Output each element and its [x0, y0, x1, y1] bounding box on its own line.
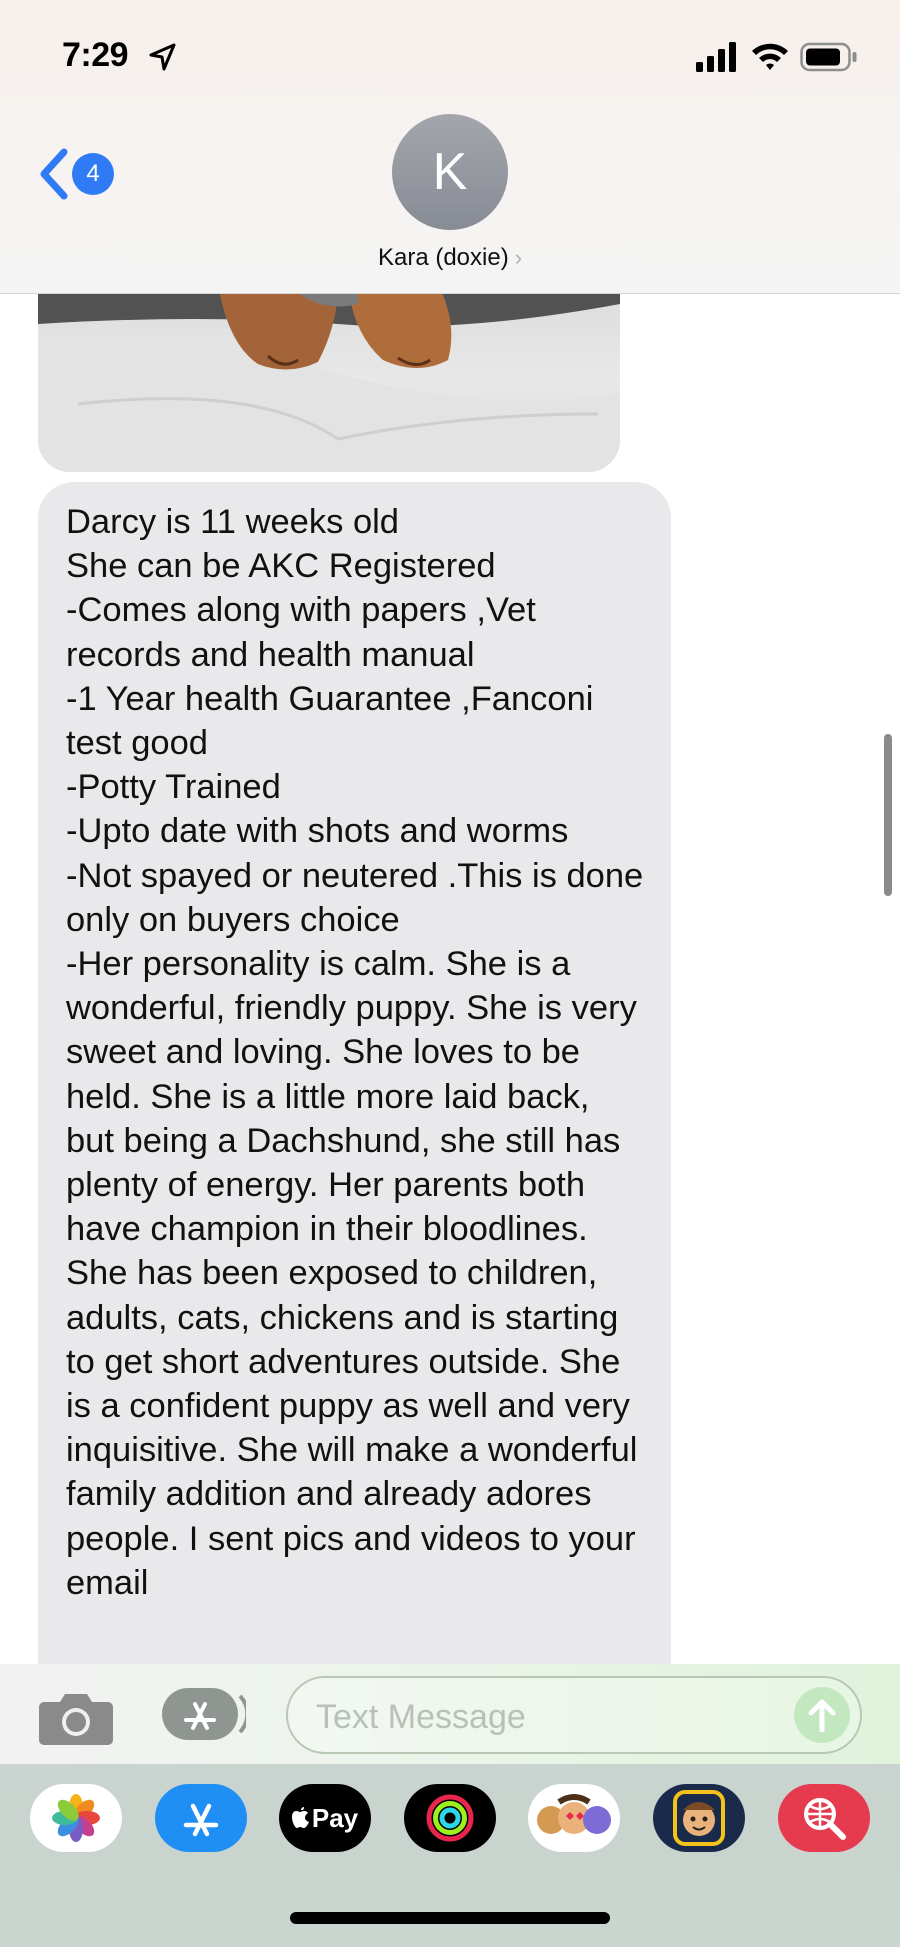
contact-details[interactable]	[340, 114, 560, 272]
conversation-header	[0, 0, 900, 294]
photos-icon[interactable]	[30, 1784, 122, 1852]
photo-attachment[interactable]	[38, 294, 620, 472]
status-time: 7:29	[62, 36, 129, 74]
send-button[interactable]	[794, 1687, 850, 1743]
chevron-right-icon: ›	[514, 245, 523, 270]
camera-icon[interactable]	[38, 1688, 114, 1746]
app-store-apps-icon[interactable]	[160, 1686, 246, 1742]
chevron-left-icon	[36, 146, 70, 202]
apple-pay-label: Pay	[311, 1802, 359, 1833]
imessage-app-drawer	[0, 1764, 900, 1947]
back-button[interactable]	[36, 144, 126, 204]
avatar: K	[392, 114, 508, 230]
memoji-stickers-icon[interactable]	[528, 1784, 620, 1852]
compose-bar	[0, 1664, 900, 1764]
message-input[interactable]	[286, 1676, 862, 1754]
puppy-photo-icon	[38, 294, 620, 472]
location-arrow-icon	[148, 42, 178, 72]
cellular-signal-icon	[696, 42, 738, 72]
home-indicator[interactable]	[290, 1912, 610, 1924]
memoji-icon[interactable]	[653, 1784, 745, 1852]
message-text: Darcy is 11 weeks old She can be AKC Registered -Comes along with papers ,Vet records and health manual -1 Year health Guarantee ,Fanconi test good -Potty Trained -Upto date with shots and worms -Not spayed or neutered .This is done only on buyers choice -Her personality is calm. She is a wonderful, friendly puppy. She is very sweet and loving. She loves to be held. She is a little more laid back, but being a Dachshund, she still has plenty of energy. Her parents both have champion in their bloodlines. She has been exposed to children, adults, cats, chickens and is starting to get short adventures outside. She is a confident puppy as well and very inquisitive. She will make a wonderful family addition and already adores people. I sent pics and videos to your email	[66, 503, 644, 1602]
message-list[interactable]	[0, 294, 900, 1664]
message-input-placeholder: Text Message	[316, 1698, 526, 1736]
arrow-up-icon	[807, 1698, 837, 1732]
incoming-message-bubble[interactable]	[38, 482, 671, 1664]
web-search-icon[interactable]	[778, 1784, 870, 1852]
scrollbar[interactable]	[884, 734, 892, 896]
battery-icon	[800, 42, 858, 72]
app-store-icon[interactable]	[155, 1784, 247, 1852]
contact-name: Kara (doxie)	[377, 244, 509, 271]
wifi-icon	[750, 40, 790, 72]
unread-count-badge: 4	[72, 153, 114, 195]
activity-icon[interactable]	[404, 1784, 496, 1852]
apple-pay-icon[interactable]	[279, 1784, 371, 1852]
